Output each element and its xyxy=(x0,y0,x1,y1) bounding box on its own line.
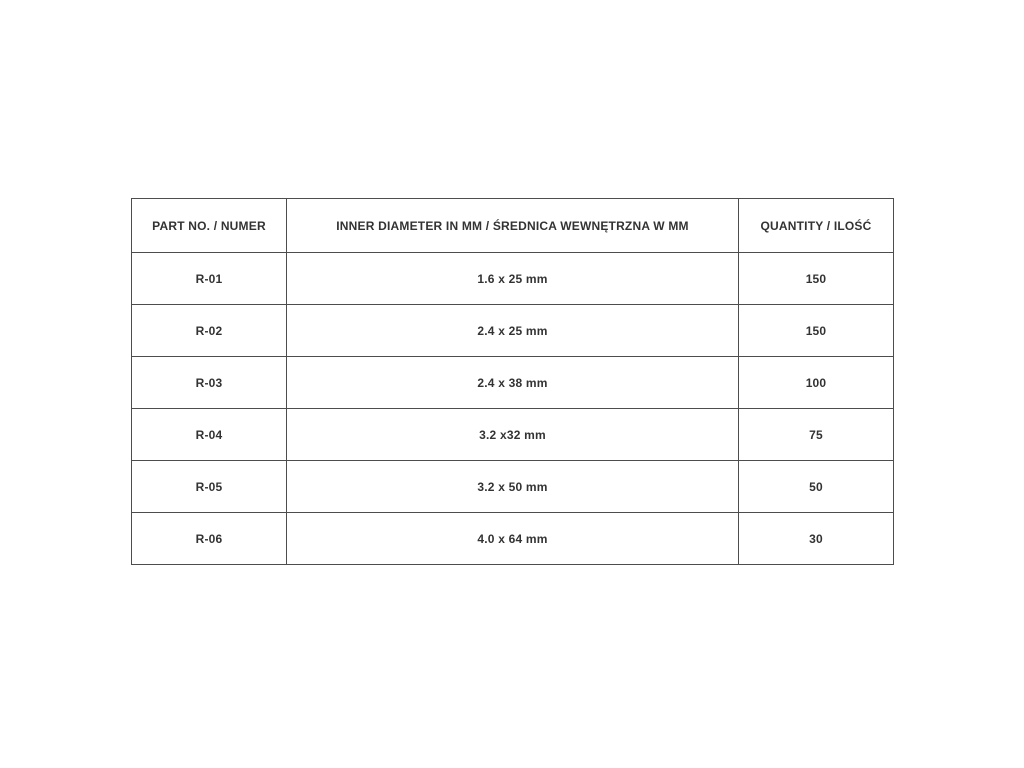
table-row xyxy=(132,357,894,409)
table-body xyxy=(132,253,894,565)
quantity-cell: 150 xyxy=(739,305,894,357)
inner-diameter-cell: 2.4 x 25 mm xyxy=(287,305,739,357)
table-row xyxy=(132,513,894,565)
table-row xyxy=(132,253,894,305)
table-row xyxy=(132,461,894,513)
quantity-cell: 100 xyxy=(739,357,894,409)
inner-diameter-cell: 3.2 x32 mm xyxy=(287,409,739,461)
column-header-quantity: QUANTITY / ILOŚĆ xyxy=(739,199,894,253)
part-no-cell: R-01 xyxy=(132,253,287,305)
column-header-part-no: PART NO. / NUMER xyxy=(132,199,287,253)
quantity-cell: 30 xyxy=(739,513,894,565)
quantity-cell: 75 xyxy=(739,409,894,461)
inner-diameter-cell: 4.0 x 64 mm xyxy=(287,513,739,565)
inner-diameter-cell: 2.4 x 38 mm xyxy=(287,357,739,409)
table-row xyxy=(132,305,894,357)
part-no-cell: R-02 xyxy=(132,305,287,357)
table-header-row xyxy=(132,199,894,253)
quantity-cell: 150 xyxy=(739,253,894,305)
part-no-cell: R-05 xyxy=(132,461,287,513)
part-no-cell: R-03 xyxy=(132,357,287,409)
inner-diameter-cell: 3.2 x 50 mm xyxy=(287,461,739,513)
part-no-cell: R-04 xyxy=(132,409,287,461)
table-row xyxy=(132,409,894,461)
inner-diameter-cell: 1.6 x 25 mm xyxy=(287,253,739,305)
quantity-cell: 50 xyxy=(739,461,894,513)
parts-spec-table xyxy=(131,198,894,565)
column-header-inner-diameter: INNER DIAMETER IN MM / ŚREDNICA WEWNĘTRZNA W MM xyxy=(287,199,739,253)
spec-table-container xyxy=(131,198,894,565)
part-no-cell: R-06 xyxy=(132,513,287,565)
